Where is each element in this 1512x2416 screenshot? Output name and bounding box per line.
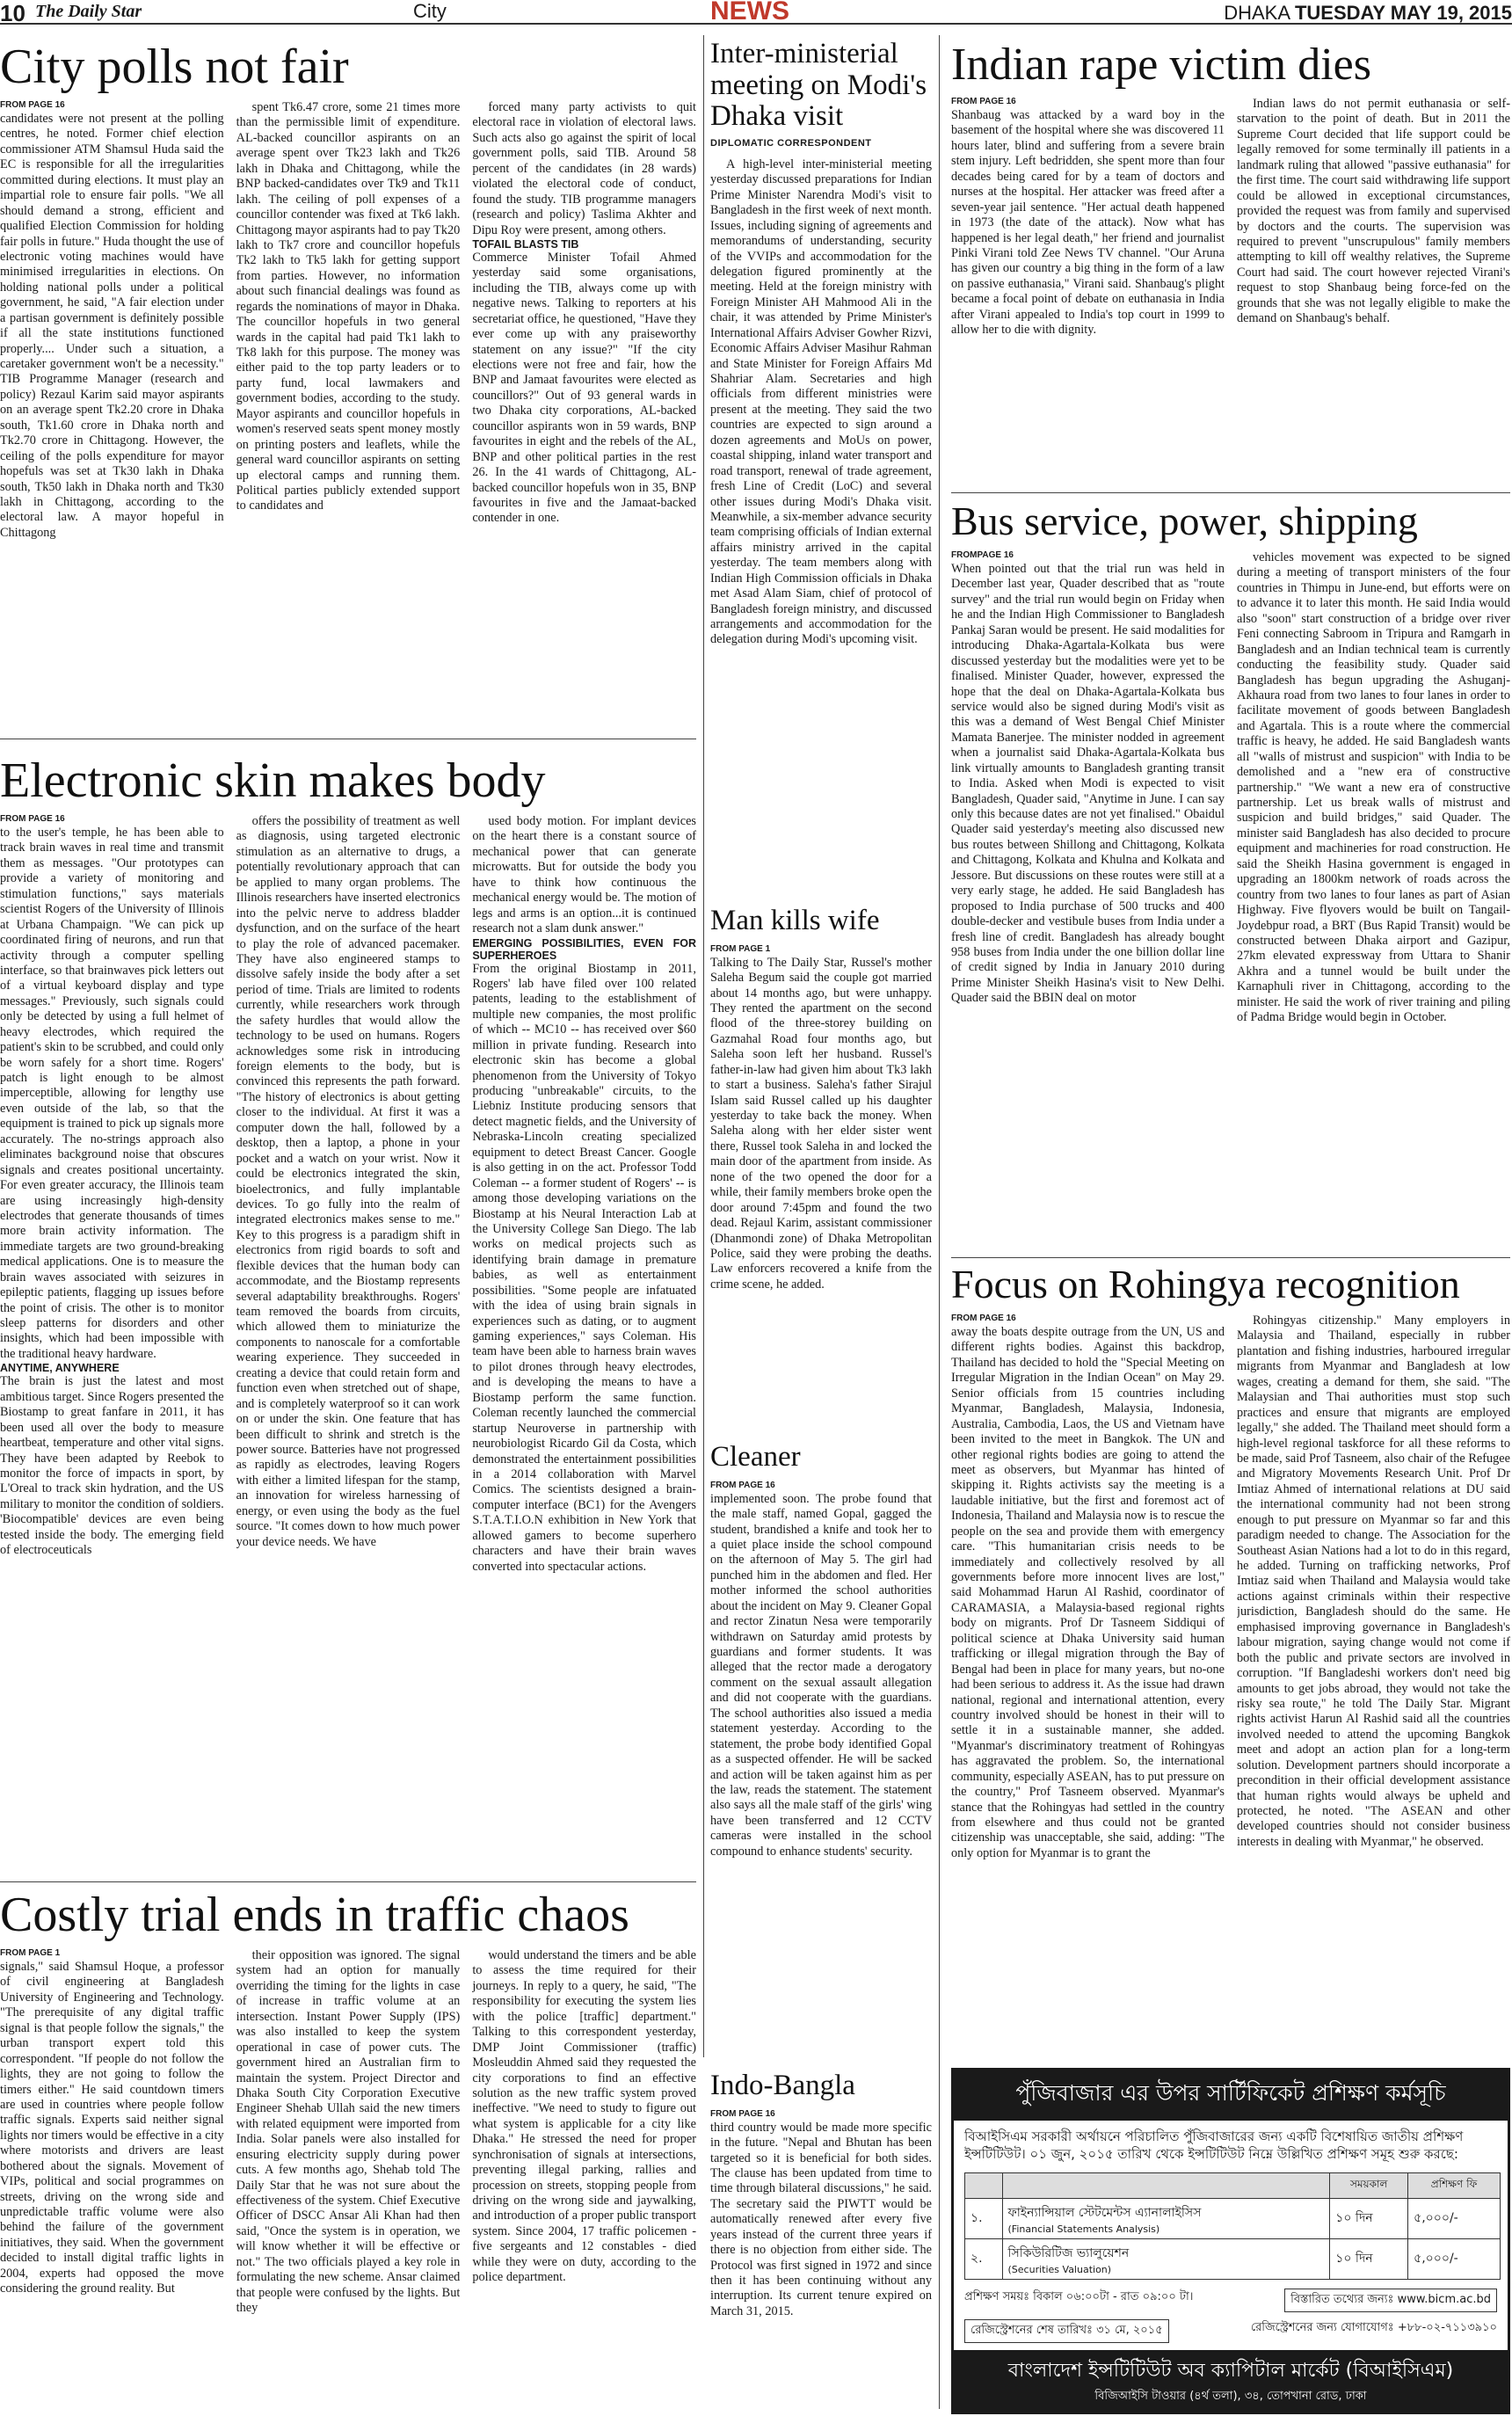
table-row: ১. ফাইন্যান্সিয়াল স্টেটমেন্টস এ্যানালাইসিস (Financial Statements Analysis) ১০ দিন ৫,০০০/- [965, 2198, 1501, 2238]
headline: Inter-ministerial meeting on Modi's Dhaka visit [710, 38, 927, 133]
story-cleaner: Cleaner FROM PAGE 16 implemented soon. The probe found that the male staff, named Gopal, gagged the student, brandished a knife and took her to a quiet place inside the school compound on the afternoon of May 5. The girl had punched him in the abdomen and fled. Her mother informed the school authorities about the incident on May 9. Cleaner Gopal and rector Zinatun Nesa were temporarily withdrawn on Saturday amid protests by guardians and former students. It was alleged that the rector made a derogatory comment on the sexual assault allegation and did not cooperate with the guardians. The school authorities also issued a media statement yesterday. According to the statement, the probe body identified Gopal as a suspected offender. He will be sacked and action will be taken against him as per the law, reads the statement. The statement also says all the male staff of the girls' wing have been transferred and 12 CCTV cameras were installed in the school compound to enhance students' security. [710, 1441, 932, 1859]
story-text: When pointed out that the trial run was held in December last year, Quader described that as "route survey" and the trial run would begin on Friday when he and the Indian High Commissioner to Bangladesh Pankaj Saran would be present. He said modalities for introducing Dhaka-Agartala-Kolkata bus were discussed yesterday but the modalities were yet to be finalised. Minister Quader, however, expressed the hope that the deal on Dhaka-Agartala-Kolkata bus service would also be signed during Modi's visit as this was a demand of West Bengal Chief Minister Mamata Banerjee. The minister nodded in agreement when a journalist said Dhaka-Agartala-Kolkata bus link virtually amounts to Bangladesh granting transit to India. Asked when Modi is expected to visit Bangladesh, Quader said, "Anytime in June. I can say only this because dates are not yet finalised." Obaidul Quader said yesterday's meeting also discussed new bus routes between Shillong and Chittagong, Kolkata and Chittagong, Kolkata and Khulna and Kolkata and Jessore. But discussions on these routes were still at a very early stage, he added. He said Bangladesh has proposed to India purchase of 500 trucks and 400 double-decker and vestibule buses from India under a fresh line of credit. Bangladesh has already bought 958 buses from India under the one billion dollar line of credit signed by India in January 2010 during Prime Minister Sheikh Hasina's visit to New Delhi. Quader said the BBIN deal on motor [951, 562, 1225, 1006]
story-text: away the boats despite outrage from the UN, US and different rights bodies. Against this backdrop, Thailand has decided to hold the "Special Meeting on Irregular Migration in the Indian Ocean" on May 29. Senior officials from 15 countries including Myanmar, Bangladesh, Malaysia, Indonesia, Australia, Cambodia, Laos, the US and Vietnam have been invited to the meet in Bangkok. The UN and other regional rights bodies are going to attend the meet as observers, but Myanmar has hinted of skipping it. Rights activists say the meeting is a laudable initiative, but the first and foremost act of Indonesia, Thailand and Malaysia now is to rescue the people on the sea and provide them with emergency care. "This humanitarian crisis needs to be immediately and collectively resolved by all governments before more innocent lives are lost," said Mohammad Harun Al Rashid, coordinator of CARAMASIA, a Malaysia-based regional rights body on migrants. Prof Dr Tasneem Siddiqui of political science at Dhaka University said human trafficking or illegal migration through the Bay of Bengal had been in place for many years, but no-one had been serious to address it. As the issue had drawn national, regional and international attention, every country involved should be honest in their will to settle it in a sustainable manner, she added. "Myanmar's discriminatory treatment of Rohingyas has aggravated the problem. So, the international community, especially ASEAN, has to put pressure on the country," Prof Tasneem observed. Myanmar's stance that the Rohingyas had settled in the country from elsewhere and thus could not be granted citizenship was unacceptable, she said, adding: "The only option for Myanmar is to grant the [951, 1325, 1225, 1860]
story-text: Commerce Minister Tofail Ahmed yesterday said some organisations, including the TIB, always come up with negative news. Talking to reporters at his secretariat office, he questioned, "Have they ever come up with any praiseworthy statement on any issue?" "If the city elections were not free and fair, how the BNP and Jamaat favourites were elected as councillors?" Out of 93 general wards in two Dhaka city corporations, AL-backed councillor aspirants won in 59 wards, BNP favourites in eight and the rebels of the AL, BNP and other political parties in the rest 26. In the 41 wards of Chittagong, AL-backed councillor hopefuls won in 35, BNP favourites in five and the Jamaat-backed contender in one. [472, 250, 696, 526]
headline: Cleaner [710, 1441, 801, 1473]
section-label: City [413, 0, 447, 22]
story-electronic-skin: Electronic skin makes body FROM PAGE 16 to the user's temple, he has been able to track brain waves in real time and transmit them as messages. "Our prototypes can provide a variety of monitoring and stimulation functions," says materials scientist Rogers of the University of Illinois at Urbana Champaign. "We can pick up coordinated firing of neurons, and run that activity through a computer spelling interface, so that brainwaves pick letters out of a virtual keyboard display and type messages." Previously, such signals could only be detected by using a full helmet of heavy electrodes, which required the patient's skin to be scrubbed, and could only be worn safely for a short time. Rogers' patch is light enough to be almost imperceptible, allowing for lengthy use even outside of the lab, so that the equipment is trained to pick up signals more accurately. The no-strings approach also eliminates background noise that obscures signals and creates positional uncertainty. For even greater accuracy, the Illinois team are using increasingly high-density electrodes that generate thousands of times more brain activity information. The immediate targets are two ground-breaking medical applications. One is to measure the brain waves associated with seizures in epileptic patients, flagging up issues before the point of crisis. The other is to monitor sleep patterns for disorders and other insights, which had been impossible with the traditional heavy hardware. ANYTIME, ANYWHERE The brain is just the latest and most ambitious target. Since Rogers presented the Biostamp to great fanfare in 2011, it has been used all over the body to measure heartbeat, temperature and other vital signs. They have been adapted by Reebok to monitor the force of impacts in sport, by L'Oreal to track skin hydration, and the US military to monitor the condition of soldiers. 'Biocompatible' devices are even being tested inside the body. The emerging field of electroceuticals offers the possibility of treatment as well as diagnosis, using targeted electronic stimulation as an alternative to drugs, a potentially revolutionary approach that can be applied to many organ problems. The Illinois researchers have inserted electronics into the pelvic nerve to address bladder dysfunction, and on the surface of the heart to play the role of advanced pacemaker. They have also engineered stamps to dissolve safely inside the body after a set period of time. Trials are limited to rodents currently, while researchers work through the safety hurdles that would allow the technology to be used on humans. Rogers acknowledges some risk in introducing foreign elements to the body, but is convinced this represents the path forward. "The history of electronics is about getting closer to the individual. At first it was a computer down the hall, followed by a desktop, then a laptop, a phone in your pocket and a watch on your wrist. Now it could be electronics integrated the skin, bioelectronics, and fully implantable devices. To go fully into the realm of integrated electronics makes sense to me." Key to this progress is a paradigm shift in electronics from rigid boards to soft and flexible devices that the human body can accommodate, and the Biostamp represents several adaptability breakthroughs. Rogers' team removed the boards from circuits, which allowed them to miniaturize the components to nanoscale for a comfortable wearing experience. They succeeded in creating a device that could retain form and function even when stretched out of shape, and is completely waterproof so it can work on or under the skin. One feature that has been difficult to shrink and stretch is the power source. Batteries have not progressed as rapidly as electrodes, leaving Rogers with either a limited lifespan for the stamp, an innovation for wireless harnessing of energy, or even using the body as the fuel source. "It comes down to how much power your device needs. We have used body motion. For implant devices on the heart there is a constant source of mechanical power that can generate microwatts. But for outside the body you have to think how continuous the mechanical energy would be. The motion of legs and arms is an option...it is continued research not a slam dunk answer." EMERGING POSSIBILITIES, EVEN FOR SUPERHEROES From the original Biostamp in 2011, Rogers' lab have filed over 100 related patents, leading to the establishment of multiple new companies, the most prolific of which -- MC10 -- has received over $60 million in private funding. Research into electronic skin has become a global phenomenon from the University of Tokyo producing "unbreakable" circuits, to the Liebniz Institute producing sensors that detect magnetic fields, and the University of Nebraska-Lincoln creating specialized equipment to detect Breast Cancer. Google is also getting in on the act. Professor Todd Coleman -- a former student of Rogers' -- is among those developing variations on the Biostamp at his Neural Interaction Lab at the University College San Diego. The lab works on medical projects such as identifying brain damage in premature babies, as well as entertainment possibilities. "Some people are infatuated with the idea of using brain signals in experiences such as dating, or to augment gaming experiences," says Coleman. His team have been able to harness brain waves to pilot drones through heavy electrodes, and is developing the means to have a Biostamp perform the same function. Coleman recently launched the commercial startup Neuroverse in partnership with neurobiologist Ricardo Gil da Costa, which demonstrated the entertainment possibilities in a 2014 collaboration with Marvel Comics. The scientists designed a brain-computer interface (BC1) for the Avengers S.T.A.T.I.O.N exhibition in New York that allowed gamers to become superhero characters and have their brain waves converted into spectacular actions. [0, 756, 696, 1874]
news-banner: NEWS [710, 0, 789, 25]
story-traffic: Costly trial ends in traffic chaos FROM PAGE 1 signals," said Shamsul Hoque, a professor of civil engineering at Bangladesh University of Engineering and Technology. "The prerequisite of any digital traffic signal is that people follow the signals," the urban transport expert told this correspondent. "If people do not follow the lights, they are not going to follow the timers either." He said countdown timers are used in countries where people follow traffic signals. Experts said neither signal lights nor timers would be effective in a city where motorists and drivers are least bothered about the signals. Movement of VIPs, political and social programmes on streets, driving on the wrong side and unpredictable traffic volume were also behind the failure of the government initiatives, they said. When the government decided to install digital traffic lights in 2004, experts had opposed the move considering the ground reality. But their opposition was ignored. The signal system had an option for manually overriding the timing for the lights in case of increase in traffic volume at an intersection. Instant Power Supply (IPS) was also installed to keep the system operational in case of power cuts. The government hired an Australian firm to maintain the system. Project Director and Dhaka South City Corporation Executive Engineer Shehab Ullah said the new timers with related equipment were imported from India. Solar panels were also installed for ensuring electricity supply during power cuts. A few months ago, Shehab told The Daily Star that he was not sure about the effectiveness of the system. Chief Executive Officer of DSCC Ansar Ali Khan had then said, "Once the system is in operation, we will know whether it will be effective or not." The two officials played a key role in formulating the new scheme. Ansar claimed that people were confused by the lights. But they would understand the timers and be able to assess the time required for their journeys. In reply to a query, he said, "The responsibility for executing the system lies with the police [traffic] department." Talking to this correspondent yesterday, DMP Joint Commissioner (traffic) Mosleuddin Ahmed said they requested the city corporations to find an effective solution as the new traffic system proved ineffective. "We need to study to figure out what system is applicable for a city like Dhaka." He stressed the need for proper synchronisation of signals at intersections, preventing illegal parking, rallies and procession on streets, stopping people from driving on the wrong side and jaywalking, and introduction of a proper public transport system. Since 2004, 17 traffic policemen - five sergeants and 12 constables - died while they were on duty, according to the police department. [0, 1890, 696, 2414]
story-text: Indian laws do not permit euthanasia or self-starvation to the point of death. But in 2011 the Supreme Court decided that life support could be legally removed for some terminally ill patients in a landmark ruling that allowed "passive euthanasia" for the first time. The court said withdrawing life support could be allowed in exceptional circumstances, provided the request was from family and supervised by doctors and the courts. The supervision was required to prevent "unscrupulous" family members attempting to kill off wealthy relatives, the Supreme Court had said. The court however rejected Virani's request to stop Shanbaug being force-fed on the grounds that she was not legally eligible to make the demand on Shanbaug's behalf. [1237, 97, 1510, 326]
table-row: ২. সিকিউরিটিজ ভ্যালুয়েশন (Securities Valuation) ১০ দিন ৫,০০০/- [965, 2238, 1501, 2279]
subhead: ANYTIME, ANYWHERE [0, 1362, 120, 1375]
story-text: their opposition was ignored. The signal system had an option for manually overriding the timing for the lights in case of increase in traffic volume at an intersection. Instant Power Supply (IPS) was also installed to keep the system operational in case of power cuts. The government hired an Australian firm to maintain the system. Project Director and Dhaka South City Corporation Executive Engineer Shehab Ullah said the new timers with related equipment were imported from India. Solar panels were also installed for ensuring electricity supply during power cuts. A few months ago, Shehab told The Daily Star that he was not sure about the effectiveness of the system. Chief Executive Officer of DSCC Ansar Ali Khan had then said, "Once the system is in operation, we will know whether it will be effective or not." The two officials played a key role in formulating the new scheme. Ansar claimed that people were confused by the lights. But they [236, 1948, 461, 2316]
story-text: A high-level inter-ministerial meeting yesterday discussed preparations for Indian Prime Minister Narendra Modi's visit to Bangladesh in the first week of next month. Issues, including signing of agreements and memorandums of understanding, security of the VVIPs and accommodation for the delegation figured prominently at the meeting. Held at the foreign ministry with Foreign Minister AH Mahmood Ali in the chair, it was attended by Prime Minister's International Affairs Adviser Gowher Rizvi, Economic Affairs Adviser Masihur Rahman and State Minister for Foreign Affairs Md Shahriar Alam. Secretaries and high officials from different ministries were present at the meeting. They said the two countries are expected to sign around a dozen agreements and MoUs on power, coastal shipping, inland water transport and road transport, renewal of trade agreement, fresh Line of Credit (LoC) and several other issues during Modi's Dhaka visit. Meanwhile, a six-member advance security team comprising officials of Indian external affairs ministry arrived in the capital yesterday. The team members along with Indian High Commission officials in Dhaka met Asad Alam Siam, chief of protocol of Bangladesh foreign ministry, and discussed arrangements and accommodation for the delegation during Modi's upcoming visit. [710, 156, 932, 647]
story-text: would understand the timers and be able to assess the time required for their journeys. In reply to a query, he said, "The responsibility for executing the system lies with the police [traffic] department." Talking to this correspondent yesterday, DMP Joint Commissioner (traffic) Mosleuddin Ahmed said they requested the city corporations to find an effective solution as the new traffic system proved ineffective. "We need to study to figure out what system is applicable for a city like Dhaka." He stressed the need for proper synchronisation of signals at intersections, preventing illegal parking, rallies and procession on streets, stopping people from driving on the wrong side and jaywalking, and introduction of a proper public transport system. Since 2004, 17 traffic policemen - five sergeants and 12 constables - died while they were on duty, according to the police department. [472, 1948, 696, 2285]
story-ministerial [710, 39, 932, 909]
col-duration: সময়কাল [1330, 2172, 1408, 2198]
headline: Man kills wife [710, 905, 880, 936]
bicm-advertisement [951, 2068, 1510, 2414]
ad-title: পুঁজিবাজার এর উপর সার্টিফিকেট প্রশিক্ষণ কর্মসূচি [954, 2070, 1508, 2121]
story-text: The brain is just the latest and most ambitious target. Since Rogers presented the Biostamp to great fanfare in 2011, it has been used all over the body to measure heartbeat, temperature and other vital signs. They have been adapted by Reebok to monitor the force of impacts in sport, by L'Oreal to track skin hydration, and the US military to monitor the condition of soldiers. 'Biocompatible' devices are even being tested inside the body. The emerging field of electroceuticals [0, 1374, 224, 1558]
story-text: implemented soon. The probe found that the male staff, named Gopal, gagged the student, brandished a knife and took her to a quiet place inside the school compound on the afternoon of May 5. The girl had punched him in the abdomen and fled. Her mother informed the school authorities about the incident on May 9. Cleaner Gopal and rector Zinatun Nesa were temporarily withdrawn on Saturday amid protests by guardians and former students. It was alleged that the rector made a derogatory comment on the sexual assault allegation and did not cooperate with the guardians. The school authorities also issued a media statement yesterday. According to the statement, the probe body identified Gopal as a suspected offender. He will be sacked and action will be taken against him as per the law, reads the statement. The statement also says all the male staff of the girls' wing have been transferred and 12 CCTV cameras were installed in the school compound to enhance students' security. [710, 1491, 932, 1859]
headline: Bus service, power, shipping [951, 498, 1418, 543]
ad-deadline: রেজিস্ট্রেশনের শেষ তারিখঃ ৩১ মে, ২০১৫ [964, 2319, 1169, 2343]
ad-intro: বিআইসিএম সরকারী অর্থায়নে পরিচালিত পুঁজিবাজারের জন্য একটি বিশেষায়িত জাতীয় প্রশিক্ষণ ইন্সটিটিউট। ০১ জুন, ২০১৫ তারিখ থেকে ইন্সটিটিউট নিম্নে উল্লিখিত প্রশিক্ষণ সমূহ শুরু করছে: [964, 2129, 1464, 2163]
story-bus-service: Bus service, power, shipping FROMPAGE 16 When pointed out that the trial run was held in December last year, Quader described that as "route survey" and the trial run would begin on Friday when he and the Indian High Commissioner to Bangladesh Pankaj Saran would be present. He said modalities for introducing Dhaka-Agartala-Kolkata bus were discussed yesterday but the modalities were yet to be finalised. Minister Quader, however, expressed the hope that the deal on Dhaka-Agartala-Kolkata bus service would also be signed during Modi's visit as this was a demand of West Bengal Chief Minister Mamata Banerjee. The minister nodded in agreement when a journalist said Dhaka-Agartala-Kolkata bus link virtually amounts to Bangladesh granting transit to India. Asked when Modi is expected to visit Bangladesh, Quader said, "Anytime in June. I can say only this because dates are not yet finalised." Obaidul Quader said yesterday's meeting also discussed new bus routes between Shillong and Chittagong, Kolkata and Chittagong, Kolkata and Khulna and Kolkata and Jessore. But discussions on these routes were still at a very early stage, he added. He said Bangladesh has proposed to India purchase of 500 trucks and 400 double-decker and vestibule buses from India under a fresh line of credit. Bangladesh has already bought 958 buses from India under the one billion dollar line of credit signed by India in January 2010 during Prime Minister Sheikh Hasina's visit to New Delhi. Quader said the BBIN deal on motor vehicles movement was expected to be signed during a meeting of transport ministers of the four countries in Thimpu in June-end, but efforts were on to advance it to later this month. He said India would also "soon" start construction of a bridge over river Feni connecting Sabroom in Tripura and Ramgarh in Bangladesh and an Indian technical team is currently conducting the feasibility study. Quader said Bangladesh has begun upgrading the Ashuganj-Akhaura road from two lanes to four lanes in order to facilitate movement of goods between Bangladesh and Agartala. This is a route where the commercial traffic is heavy, he added. He said Bangladesh wants all "walls of mistrust and suspicion" with India to be demolished and a "new era of constructive partnership." "We want a new era of constructive partnership. Let us break walls of mistrust and suspicion and build bridges," said Quader. The minister said Bangladesh has also decided to procure equipment and machineries for road construction. He said the Sheikh Hasina government is engaged in upgrading an 1800km network of roads across the country from two lanes to four lanes as part of Asian Highway. Five flyovers would be built on Tangail-Joydebpur road, a BRT (Bus Rapid Transit) would be constructed between Dhaka airport and Gazipur, 27km elevated expressway from Uttara to Shanir Akhra and a tunnel would be built under the Karnaphuli river in Chittagong, according to the minister. He said the work of river training and piling of Padma Bridge would begin in October. [951, 501, 1510, 1250]
story-man-kills-wife: Man kills wife FROM PAGE 1 Talking to The Daily Star, Russel's mother Saleha Begum said the couple got married about 14 months ago, but were unhappy. They rented the apartment on the second flood of the three-storey building on Gazmahal Road four months ago, but Saleha soon left her husband. Russel's father-in-law had given him about Tk3 lakh to start a business. Saleha's father Sirajul Islam said Russel called up his daughter yesterday to take back the money. When Saleha along with her elder sister went there, Russel took Saleha in and locked the main door of the apartment from inside. As none of the two opened the door for a while, their family members broke open the door around 7:45pm and found the two dead. Rejaul Karim, assistant commissioner (Dhanmondi zone) of Dhaka Metropolitan Police, said they were probing the deaths. Law enforcers recovered a knife from the crime scene, he added. [710, 905, 932, 1292]
headline: Indo-Bangla [710, 2070, 855, 2101]
column-rule [939, 35, 940, 2409]
ad-time: প্রশিক্ষণ সময়ঃ বিকাল ০৬:০০টা - রাত ০৯:০০ টা। [964, 2289, 1194, 2303]
byline: DIPLOMATIC CORRESPONDENT [710, 137, 872, 149]
story-rape-victim: Indian rape victim dies FROM PAGE 16 Shanbaug was attacked by a ward boy in the basement of the hospital where she was discovered 11 hours later, blind and suffering from a severe brain stem injury. Left bedridden, she spent more than four decades being cared for by a team of doctors and nurses at the hospital. Her attacker was freed after a seven-year jail sentence. "Her actual death happened in 1973 (the date of the attack). Now what has happened is her legal death," her friend and journalist Pinki Virani told Zee News TV channel. "Our Aruna has given our country a big thing in the form of a law on passive euthanasia," Virani said. Shanbaug's plight became a focal point of debate on euthanasia in India after Virani appealed to India's top court in 1999 to allow her to die with dignity. Indian laws do not permit euthanasia or self-starvation to the point of death. But in 2011 the Supreme Court decided that life support could be legally removed for some terminally ill patients in a landmark ruling that allowed "passive euthanasia" for the first time. The court said withdrawing life support could be allowed in exceptional circumstances, provided the request was from family and supervised by doctors and the courts. The supervision was required to prevent "unscrupulous" family members attempting to kill off wealthy relatives, the Supreme Court had said. The court however rejected Virani's request to stop Shanbaug being force-fed on the grounds that she was not legally eligible to make the demand on Shanbaug's behalf. [951, 42, 1510, 486]
page-number: 10 [0, 0, 25, 26]
course-table [964, 2172, 1501, 2280]
story-text: forced many party activists to quit electoral race in violation of electoral laws. Such acts also go against the spirit of local government polls, said TIB. Around 58 percent of the candidates (in 28 wards) violated the electoral code of conduct, found the study. TIB programme managers (research and policy) Taslima Akhter and Dipu Roy were present, among others. [472, 100, 696, 237]
story-text: spent Tk6.47 crore, some 21 times more than the permissible limit of expenditure. AL-backed councillor aspirants on an average spent over Tk23 lakh and Tk26 lakh in Dhaka and Chittagong, while the BNP backed-candidates over Tk9 and Tk11 lakh. The ceiling of poll expenses of a councillor contender was fixed at Tk6 lakh. Chittagong mayor aspirants had to pay Tk20 lakh to Tk7 crore and councillor hopefuls Tk2 lakh to Tk5 lakh for getting support from parties. However, no information about such financial dealings was found as regards the nominations of mayor in Dhaka. The councillor hopefuls in two general wards in the capital had paid Tk1 lakh to Tk8 lakh for this purpose. The money was either paid to the top party leaders or to party fund, local lawmakers and government bodies, according to the study. Mayor aspirants and councillor hopefuls in women's reserved seats spent money mostly on printing posters and leaflets, while the general ward councillor aspirants on setting up electoral camps and running them. Political parties publicly extended support to candidates and [236, 100, 461, 513]
story-text: Rohingyas citizenship." Many employers in Malaysia and Thailand, especially in rubber plantation and fishing industries, harboured irregular migrants from Myanmar and Bangladesh at low wages, creating a demand for them, she said. "The Malaysian and Thai authorities must stop such practices and ensure that migrants are employed legally," she added. The Thailand meet should form a high-level regional taskforce for all these reforms to be made, said Prof Tasneem, also chair of the Refugee and Migratory Movements Research Unit. Prof Dr Imtiaz Ahmed of international relations at DU said the international community had not been strong enough to put pressure on Myanmar so far and this paradigm needed to change. The Association for the Southeast Asian Nations had a lot to do in this regard, he added. Turning on trafficking networks, Prof Imtiaz said when Thailand and Malaysia would take actions against criminals within their respective jurisdiction, Bangladesh should do the same. He emphasised improving governance in Bangladesh's labour migration, saying change would not come if both the public and private sectors are involved in corruption. "If Bangladeshi workers don't need big amounts to get jobs abroad, they would not take the risky sea route," he told The Daily Star. Migrant rights activist Harun Al Rashid said all the countries involved needed to attend the upcoming Bangkok meet and adopt an action plan for a long-term solution. Development partners should incorporate a precondition in their official development assistance that human rights would always be upheld and protected, he noted. "The ASEAN and other developed countries should not consider business interests in dealing with Myanmar," he observed. [1237, 1314, 1510, 1849]
story-text: third country would be made more specific in the future. "Nepal and Bhutan has been targeted so it is beneficial for both sides. The clause has been updated from time to time through bilateral discussions," he said. The secretary said the PIWTT would be automatically renewed after every five years instead of the current three years if there is no objection from either side. The Protocol was first signed in 1972 and since then it has been continuing without any interruption. Its current tenure expired on March 31, 2015. [710, 2120, 932, 2318]
story-rule [0, 1881, 696, 1882]
story-text: candidates were not present at the polling centres, he noted. Former chief election commissioner ATM Shamsul Huda said the EC is responsible for all the irregularities committed during elections. It must play an impartial role to ensure fair polls. "We all should demand a strong, efficient and qualified Election Commission for holding fair polls in future." Huda thought the use of electronic voting machines would have minimised irregularities in elections. On holding national polls under a political government, he said, "A fair election under a partisan government is definitely possible if all the state institutions functioned properly.... Under such a situation, a caretaker government won't be a necessity." TIB Programme Manager (research and policy) Rezaul Karim said mayor aspirants on an average spent Tk2.20 crore in Dhaka south, Tk1.60 crore in Dhaka north and Tk2.70 crore in Chittagong. However, the ceiling of the polls expenditure for mayor hopefuls was set at Tk30 lakh in Dhaka south, Tk50 lakh in Dhaka north and Tk30 lakh in Chittagong, according to the electoral law. A mayor hopeful in Chittagong [0, 112, 224, 540]
ad-info-link[interactable]: বিস্তারিত তথ্যের জন্যঃ www.bicm.ac.bd [1284, 2289, 1497, 2312]
story-text: offers the possibility of treatment as well as diagnosis, using targeted electronic stimulation as an alternative to drugs, a potentially revolutionary approach that can be applied to many organ problems. The Illinois researchers have inserted electronics into the pelvic nerve to address bladder dysfunction, and on the surface of the heart to play the role of advanced pacemaker. They have also engineered stamps to dissolve safely inside the body after a set period of time. Trials are limited to rodents currently, while researchers work through the safety hurdles that would allow the technology to be used on humans. Rogers acknowledges some risk in introducing foreign elements to the body, but is convinced this represents the path forward. "The history of electronics is about getting closer to the individual. At first it was a computer down the hall, followed by a desktop, then a laptop, a phone in your pocket and a watch on your wrist. Now it could be electronics integrated the skin, bioelectronics, and fully implantable devices. To go fully into the realm of integrated electronics makes sense to me." Key to this progress is a paradigm shift in electronics from rigid boards to soft and flexible devices that the human body can accommodate, and the Biostamp represents several adaptability breakthroughs. Rogers' team removed the boards from circuits, which allowed them to miniaturize the components to nanoscale for a comfortable wearing experience. They succeeded in creating a device that could retain form and function even when stretched out of shape, and is completely waterproof so it can work on or under the skin. One feature that has been difficult to shrink and stretch is the power source. Batteries have not progressed as rapidly as electrodes, leaving Rogers with either a limited lifespan for the stamp, an innovation for wireless harnessing of energy, or even using the body as the fuel source. "It comes down to how much power your device needs. We have [236, 814, 461, 1549]
story-text: Talking to The Daily Star, Russel's mother Saleha Begum said the couple got married about 14 months ago, but were unhappy. They rented the apartment on the second flood of the three-storey building on Gazmahal Road four months ago, but Saleha soon left her husband. Russel's father-in-law had given him about Tk3 lakh to start a business. Saleha's father Sirajul Islam said Russel called up his daughter yesterday to take back the money. When Saleha along with her elder sister went there, Russel took Saleha in and locked the main door of the apartment from inside. As none of the two opened the door for a while, their family members broke open the door around 7:45pm and found the two dead. Rejaul Karim, assistant commissioner (Dhanmondi zone) of Dhaka Metropolitan Police, said they were probing the deaths. Law enforcers recovered a knife from the crime scene, he added. [710, 955, 932, 1292]
story-rohingya: Focus on Rohingya recognition FROM PAGE 16 away the boats despite outrage from the UN, US and different rights bodies. Against this backdrop, Thailand has decided to hold the "Special Meeting on Irregular Migration in the Indian Ocean" on May 29. Senior officials from 15 countries including Myanmar, Bangladesh, Malaysia, Indonesia, Australia, Cambodia, Laos, the US and Vietnam have been invited to the meet in Bangkok. The UN and other regional rights bodies are going to attend the meet as observers, but Myanmar has hinted of skipping it. Rights activists say the meeting is a laudable initiative, but the first and foremost act of Indonesia, Thailand and Malaysia now is to rescue the people on the sea and provide them with emergency care. "This humanitarian crisis needs to be immediately and collectively resolved by all governments before more innocent lives are lost," said Mohammad Harun Al Rashid, coordinator of CARAMASIA, a Malaysia-based regional rights body on migrants. Prof Dr Tasneem Siddiqui of political science at Dhaka University said human trafficking or illegal migration through the Bay of Bengal had been in place for many years, but no-one had been serious to address it. As the issue had drawn national, regional and international attention, every country involved should be honest in their will to settle it in a sustainable manner, she added. "Myanmar's discriminatory treatment of Rohingyas has aggravated the problem. So, the international community, especially ASEAN, has to put pressure on the country," Prof Tasneem observed. Myanmar's stance that the Rohingyas had settled in the country from elsewhere and thus could not be granted citizenship was unacceptable, she said, adding: "The only option for Myanmar is to grant the Rohingyas citizenship." Many employers in Malaysia and Thailand, especially in rubber plantation and fishing industries, harboured irregular migrants from Myanmar and Bangladesh at low wages, creating a demand for them, she said. "The Malaysian and Thai authorities must stop such practices and ensure that migrants are employed legally," she added. The Thailand meet should form a high-level regional taskforce for all these reforms to be made, said Prof Tasneem, also chair of the Refugee and Migratory Movements Research Unit. Prof Dr Imtiaz Ahmed of international relations at DU said the international community had not been strong enough to put pressure on Myanmar so far and this paradigm needed to change. The Association for the Southeast Asian Nations had a lot to do in this regard, he added. Turning on trafficking networks, Prof Imtiaz said when Thailand and Malaysia would take actions against criminals within their respective jurisdiction, Bangladesh should do the same. He emphasised improving governance in Bangladesh's labour migration, saying change would not come if both the public and private sectors are involved in corruption. "If Bangladeshi workers don't need big amounts to get jobs abroad, they would not take the risky sea route," he told The Daily Star. Migrant rights activist Harun Al Rashid said all the countries involved needed to attend the upcoming Bangkok meet and adopt an action plan for a long-term solution. Development partners should incorporate a precondition in their official development assistance that human rights would always be upheld and protected, he noted. "The ASEAN and other developed countries should not consider business interests in dealing with Myanmar," he observed. [951, 1264, 1510, 2060]
subhead: EMERGING POSSIBILITIES, EVEN FOR SUPERHEROES [472, 936, 696, 962]
dateline: DHAKA TUESDAY MAY 19, 2015 [1224, 2, 1512, 24]
headline: City polls not fair [0, 40, 349, 94]
headline: Focus on Rohingya recognition [951, 1262, 1460, 1306]
subhead: TOFAIL BLASTS TIB [472, 237, 579, 251]
ad-footer [954, 2350, 1508, 2412]
headline: Electronic skin makes body [0, 753, 546, 808]
page-folio [0, 0, 1512, 25]
story-rule [951, 492, 1510, 493]
masthead: The Daily Star [35, 2, 142, 21]
headline: Costly trial ends in traffic chaos [0, 1888, 629, 1942]
story-text: Shanbaug was attacked by a ward boy in the basement of the hospital where she was discovered 11 hours later, blind and suffering from a severe brain stem injury. Left bedridden, she spent more than four decades being cared for by a team of doctors and nurses at the hospital. Her attacker was freed after a seven-year jail sentence. "Her actual death happened in 1973 (the date of the attack). Now what has happened is her legal death," her friend and journalist Pinki Virani told Zee News TV channel. "Our Aruna has given our country a big thing in the form of a law on passive euthanasia," Virani said. Shanbaug's plight became a focal point of debate on euthanasia in India after Virani appealed to India's top court in 1999 to allow her to die with dignity. [951, 108, 1225, 338]
story-text: From the original Biostamp in 2011, Rogers' lab have filed over 100 related patents, leading to the establishment of multiple new companies, the most prolific of which -- MC10 -- has received over $60 million in private funding. Research into electronic skin has become a global phenomenon from the University of Tokyo producing "unbreakable" circuits, to the Liebniz Institute producing sensors that detect magnetic fields, and the University of Nebraska-Lincoln creating specialized equipment to detect Breast Cancer. Google is also getting in on the act. Professor Todd Coleman -- a former student of Rogers' -- is among those developing variations on the Biostamp at his Neural Interaction Lab at the University College San Diego. The lab works on medical projects such as identifying brain damage in premature babies, as well as entertainment possibilities. "Some people are infatuated with the idea of using brain signals in experiences such as dating, or to augment gaming experiences," says Coleman. His team have been able to harness brain waves to pilot drones through heavy electrodes, and is developing the means to have a Biostamp perform the same function. Coleman recently launched the commercial startup Neuroverse in partnership with neurobiologist Ricardo Gil da Costa, which demonstrated the entertainment possibilities in a 2014 collaboration with Marvel Comics. The scientists designed a brain-computer interface (BC1) for the Avengers S.T.A.T.I.O.N exhibition in New York that allowed gamers to become superhero characters and have their brain waves converted into spectacular actions. [472, 961, 696, 1574]
story-city-polls: City polls not fair FROM PAGE 16 candidates were not present at the polling centres, he noted. Former chief election commissioner ATM Shamsul Huda said the EC is responsible for all the irregularities committed during elections. It must play an impartial role to ensure fair polls. "We all should demand a strong, efficient and qualified Election Commission for holding fair polls in future." Huda thought the use of electronic voting machines would have minimised irregularities in elections. On holding national polls under a political government, he said, "A fair election under a partisan government is definitely possible if all the state institutions functioned properly.... Under such a situation, a caretaker government won't be a necessity." TIB Programme Manager (research and policy) Rezaul Karim said mayor aspirants on an average spent Tk2.20 crore in Dhaka south, Tk1.60 crore in Dhaka north and Tk2.70 crore in Chittagong. However, the ceiling of the polls expenditure for mayor hopefuls was set at Tk30 lakh in Dhaka south, Tk50 lakh in Dhaka north and Tk30 lakh in Chittagong, according to the electoral law. A mayor hopeful in Chittagong spent Tk6.47 crore, some 21 times more than the permissible limit of expenditure. AL-backed councillor aspirants on an average spent over Tk23 lakh and Tk26 lakh in Dhaka and Chittagong, while the BNP backed-candidates over Tk9 and Tk11 lakh. The ceiling of poll expenses of a councillor contender was fixed at Tk6 lakh. Chittagong mayor aspirants had to pay Tk20 lakh to Tk7 crore and councillor hopefuls Tk2 lakh to Tk5 lakh for getting support from parties. However, no information about such financial dealings was found as regards the nominations of mayor in Dhaka. The councillor hopefuls in two general wards in the capital had paid Tk1 lakh to Tk8 lakh for this purpose. The money was either paid to the top party leaders or to party fund, local lawmakers and government bodies, according to the study. Mayor aspirants and councillor hopefuls in women's reserved seats spent money mostly on printing posters and leaflets, while the general ward councillor aspirants on setting up electoral camps and running them. Political parties publicly extended support to candidates and forced many party activists to quit electoral race in violation of electoral laws. Such acts also go against the spirit of local government polls, said TIB. Around 58 percent of the candidates (in 28 wards) violated the electoral code of conduct, found the study. TIB programme managers (research and policy) Taslima Akhter and Dipu Roy were present, among others. TOFAIL BLASTS TIB Commerce Minister Tofail Ahmed yesterday said some organisations, including the TIB, always come up with negative news. Talking to reporters at his secretariat office, he questioned, "Have they ever come up with any praiseworthy statement on any issue?" "If the city elections were not free and fair, how the BNP and Jamaat favourites were elected as councillors?" Out of 93 general wards in two Dhaka city corporations, AL-backed councillor aspirants won in 59 wards, BNP favourites in eight and the rebels of the AL, BNP and other political parties in the rest 26. In the 41 wards of Chittagong, AL-backed councillor hopefuls won in 35, BNP favourites in five and the Jamaat-backed contender in one. [0, 42, 696, 737]
story-indo-bangla: Indo-Bangla FROM PAGE 16 third country would be made more specific in the future. "Nepal and Bhutan has been targeted so it is beneficial for both sides. The clause has been updated from time to time through bilateral discussions," he said. The secretary said the PIWTT would be automatically renewed after every five years instead of the current three years if there is no objection from either side. The Protocol was first signed in 1972 and since then it has been continuing without any interruption. Its current tenure expired on March 31, 2015. [710, 2070, 932, 2318]
story-rule [951, 1257, 1510, 1258]
story-text: vehicles movement was expected to be signed during a meeting of transport ministers of the four countries in Thimpu in June-end, but efforts were on to advance it to later this month. He said India would also "soon" start construction of a bridge over river Feni connecting Sabroom in Tripura and Ramgarh in Bangladesh and an Indian technical team is currently conducting the feasibility study. Quader said Bangladesh has begun upgrading the Ashuganj-Akhaura road from two lanes to four lanes in order to facilitate movement of goods between Bangladesh and Agartala. This is a route where the commercial traffic is heavy, he added. He said Bangladesh wants all "walls of mistrust and suspicion" with India to be demolished and a "new era of constructive partnership." "We want a new era of constructive partnership. Let us break walls of mistrust and suspicion and build bridges," said Quader. The minister said Bangladesh has also decided to procure equipment and machineries for road construction. He said the Sheikh Hasina government is engaged in upgrading an 1800km network of roads across the country from two lanes to four lanes as part of Asian Highway. Five flyovers would be built on Tangail-Joydebpur road, a BRT (Bus Rapid Transit) would be constructed between Dhaka airport and Gazipur, 27km elevated expressway from Uttara to Shanir Akhra and a tunnel would be built under the Karnaphuli river in Chittagong, according to the minister. He said the work of river training and piling of Padma Bridge would begin in October. [1237, 550, 1510, 1025]
col-fee: প্রশিক্ষণ ফি [1408, 2172, 1501, 2198]
ad-contact: রেজিস্ট্রেশনের জন্য যোগাযোগঃ +৮৮-০২-৭১১৩৯১০ [1250, 2320, 1497, 2334]
headline: Indian rape victim dies [951, 40, 1371, 90]
story-text: to the user's temple, he has been able to track brain waves in real time and transmit them as messages. "Our prototypes can provide a variety of monitoring and stimulation functions," says materials scientist Rogers of the University of Illinois at Urbana Champaign. "We can pick up coordinated firing of neurons, and run that activity through a computer spelling interface, so that brainwaves pick letters out of a virtual keyboard display and type messages." Previously, such signals could only be detected by using a full helmet of heavy electrodes, which required the patient's skin to be scrubbed, and could only be worn safely for a short time. Rogers' patch is light enough to be almost imperceptible, allowing for lengthy use even outside of the lab, so that the equipment is trained to pick up signals more accurately. The no-strings approach also eliminates background noise that obscures signals and creates positional uncertainty. For even greater accuracy, the Illinois team are using increasingly high-density electrodes that generate thousands of times more brain activity information. The immediate targets are two ground-breaking medical applications. One is to measure the brain waves associated with seizures in epileptic patients, flagging up issues before the point of crisis. The other is to monitor sleep patterns for disorders and other insights, which had been impossible with the traditional heavy hardware. [0, 826, 224, 1361]
ad-org: বাংলাদেশ ইন্সটিটিউট অব ক্যাপিটাল মার্কেট (বিআইসিএম) [1007, 2360, 1454, 2382]
column-rule [703, 35, 704, 2057]
story-text: used body motion. For implant devices on the heart there is a constant source of mechanical power that can generate microwatts. But for outside the body you have to think how continuous the mechanical energy would be. The motion of legs and arms is an option...it is continued research not a slam dunk answer." [472, 814, 696, 936]
ad-address: বিজিআইসি টাওয়ার (৪র্থ তলা), ৩৪, তোপখানা রোড, ঢাকা [1094, 2390, 1367, 2403]
story-text: signals," said Shamsul Hoque, a professor of civil engineering at Bangladesh University of Engineering and Technology. "The prerequisite of any digital traffic signal is that people follow the signals," the urban transport expert told this correspondent. "If people do not follow the lights, they are not going to follow the timers either." He said countdown timers are used in countries where people follow traffic signals. Experts said neither signal lights nor timers would be effective in a city where motorists and drivers are least bothered about the signals. Movement of VIPs, political and social programmes on streets, driving on the wrong side and unpredictable traffic volume were also behind the failure of the government initiatives, they said. When the government decided to install digital traffic lights in 2004, experts had opposed the move considering the ground reality. But [0, 1960, 224, 2296]
